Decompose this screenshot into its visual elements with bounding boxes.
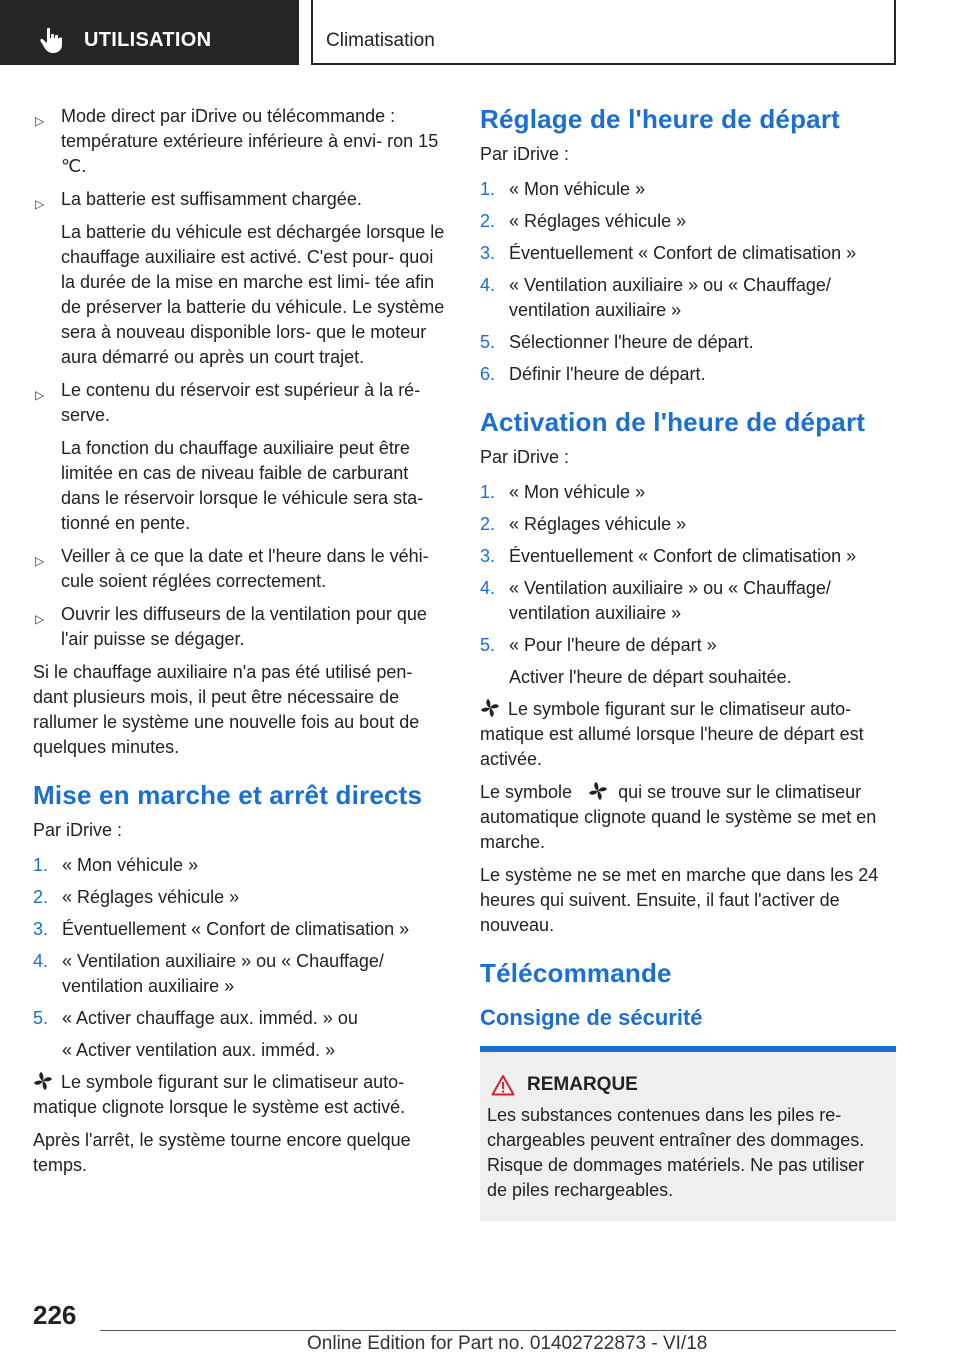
header-section-tab xyxy=(0,0,299,65)
subsection-heading: Consigne de sécurité xyxy=(480,1005,703,1030)
footer-edition: Online Edition for Part no. 01402722873 - VI/18 xyxy=(307,1333,708,1354)
footer-divider xyxy=(100,1330,896,1331)
left-column xyxy=(33,104,451,1186)
intro-text: Par iDrive : xyxy=(33,820,123,840)
list-item: 1. « Mon véhicule » xyxy=(33,855,199,875)
list-item: 2. « Réglages véhicule » xyxy=(33,887,240,907)
bullet-item xyxy=(33,378,451,536)
bullet-text: Ouvrir les diffuseurs de la ventilation pour que l'air puisse se dégager. xyxy=(61,604,427,649)
step-list xyxy=(33,853,451,1063)
list-item: 5. Sélectionner l'heure de départ. xyxy=(480,332,754,352)
triangle-bullet-icon: ▷ xyxy=(35,197,45,211)
list-item: 2. « Réglages véhicule » xyxy=(480,514,687,534)
bullet-detail: La fonction du chauffage auxiliaire peut être limitée en cas de niveau faible de carburant dans le réservoir lorsque le véhicule sera sta‐ tionné en pente. xyxy=(61,438,424,533)
bullet-text: Le contenu du réservoir est supérieur à la ré‐ serve. xyxy=(61,380,421,425)
list-item: 3. Éventuellement « Confort de climatisation » xyxy=(33,919,410,939)
notice-text: Les substances contenues dans les piles re‐ chargeables peuvent entraîner des dommages. Risque de dommages matériels. Ne pas utiliser de piles rechargeables. xyxy=(487,1105,865,1200)
list-item: 5. « Pour l'heure de départ » Activer l'heure de départ souhaitée. xyxy=(480,635,792,687)
list-item: 2. « Réglages véhicule » xyxy=(480,211,687,231)
bullet-item xyxy=(33,187,451,370)
symbol-paragraph: Le symbole qui se trouve sur le climatiseur automatique clignote quand le système se met en marche. xyxy=(480,782,877,852)
triangle-bullet-icon: ▷ xyxy=(35,612,45,626)
triangle-bullet-icon: ▷ xyxy=(35,388,45,402)
list-item: 4. « Ventilation auxiliaire » ou « Chauffage/ ventilation auxiliaire » xyxy=(480,578,831,623)
paragraph: Le système ne se met en marche que dans les 24 heures qui suivent. Ensuite, il faut l'activer de nouveau. xyxy=(480,865,879,935)
step-list xyxy=(480,177,896,387)
intro-text: Par iDrive : xyxy=(480,447,570,467)
paragraph: Après l'arrêt, le système tourne encore quelque temps. xyxy=(33,1130,411,1175)
fan-paragraph: Le symbole figurant sur le climatiseur auto‐ matique est allumé lorsque l'heure de départ est activée. xyxy=(480,699,864,769)
bullet-item xyxy=(33,544,451,594)
right-column xyxy=(480,104,896,1221)
header-chapter-title: Climatisation xyxy=(326,30,435,51)
section-heading: Activation de l'heure de départ xyxy=(480,407,866,437)
bullet-text: Mode direct par iDrive ou télécommande : température extérieure inférieure à envi‐ ron 15 ℃. xyxy=(61,106,439,176)
list-item: 1. « Mon véhicule » xyxy=(480,482,646,502)
list-item: 3. Éventuellement « Confort de climatisation » xyxy=(480,243,857,263)
hand-pointer-icon xyxy=(40,27,62,53)
list-item: 3. Éventuellement « Confort de climatisation » xyxy=(480,546,857,566)
bullet-text: Veiller à ce que la date et l'heure dans le véhi‐ cule soient réglées correctement. xyxy=(61,546,429,591)
fan-icon xyxy=(588,781,608,801)
notice-box xyxy=(480,1046,896,1221)
page-number: 226 xyxy=(33,1300,77,1330)
intro-text: Par iDrive : xyxy=(480,144,570,164)
list-item: 4. « Ventilation auxiliaire » ou « Chauffage/ ventilation auxiliaire » xyxy=(480,275,831,320)
fan-icon xyxy=(33,1071,53,1091)
notice-title: REMARQUE xyxy=(487,1072,886,1097)
list-item: 1. « Mon véhicule » xyxy=(480,179,646,199)
triangle-bullet-icon: ▷ xyxy=(35,114,45,128)
section-heading: Réglage de l'heure de départ xyxy=(480,104,840,134)
list-item: 6. Définir l'heure de départ. xyxy=(480,364,706,384)
bullet-detail: La batterie du véhicule est déchargée lorsque le chauffage auxiliaire est activé. C'est pour‐ quoi la durée de la mise en marche est limi‐ tée afin de préserver la batterie du véhicule. Le système sera à nouveau disponible lors‐ que le moteur aura démarré ou après un court trajet. xyxy=(61,222,445,367)
list-item: 5. « Activer chauffage aux. imméd. » ou « Activer ventilation aux. imméd. » xyxy=(33,1008,358,1060)
triangle-bullet-icon: ▷ xyxy=(35,554,45,568)
warning-triangle-icon xyxy=(491,1074,515,1096)
fan-icon xyxy=(480,698,500,718)
section-heading: Mise en marche et arrêt directs xyxy=(33,780,423,810)
bullet-item xyxy=(33,602,451,652)
fan-paragraph: Le symbole figurant sur le climatiseur auto‐ matique clignote lorsque le système est activé. xyxy=(33,1072,406,1117)
list-item: 4. « Ventilation auxiliaire » ou « Chauffage/ ventilation auxiliaire » xyxy=(33,951,384,996)
step-list xyxy=(480,480,896,690)
paragraph: Si le chauffage auxiliaire n'a pas été utilisé pen‐ dant plusieurs mois, il peut être nécessaire de rallumer le système une nouvelle fois au bout de quelques minutes. xyxy=(33,662,420,757)
header-section-title: UTILISATION xyxy=(84,29,212,51)
bullet-text: La batterie est suffisamment chargée. xyxy=(61,189,362,209)
bullet-item xyxy=(33,104,451,179)
section-heading: Télécommande xyxy=(480,958,672,988)
header-chapter-box xyxy=(311,0,896,65)
